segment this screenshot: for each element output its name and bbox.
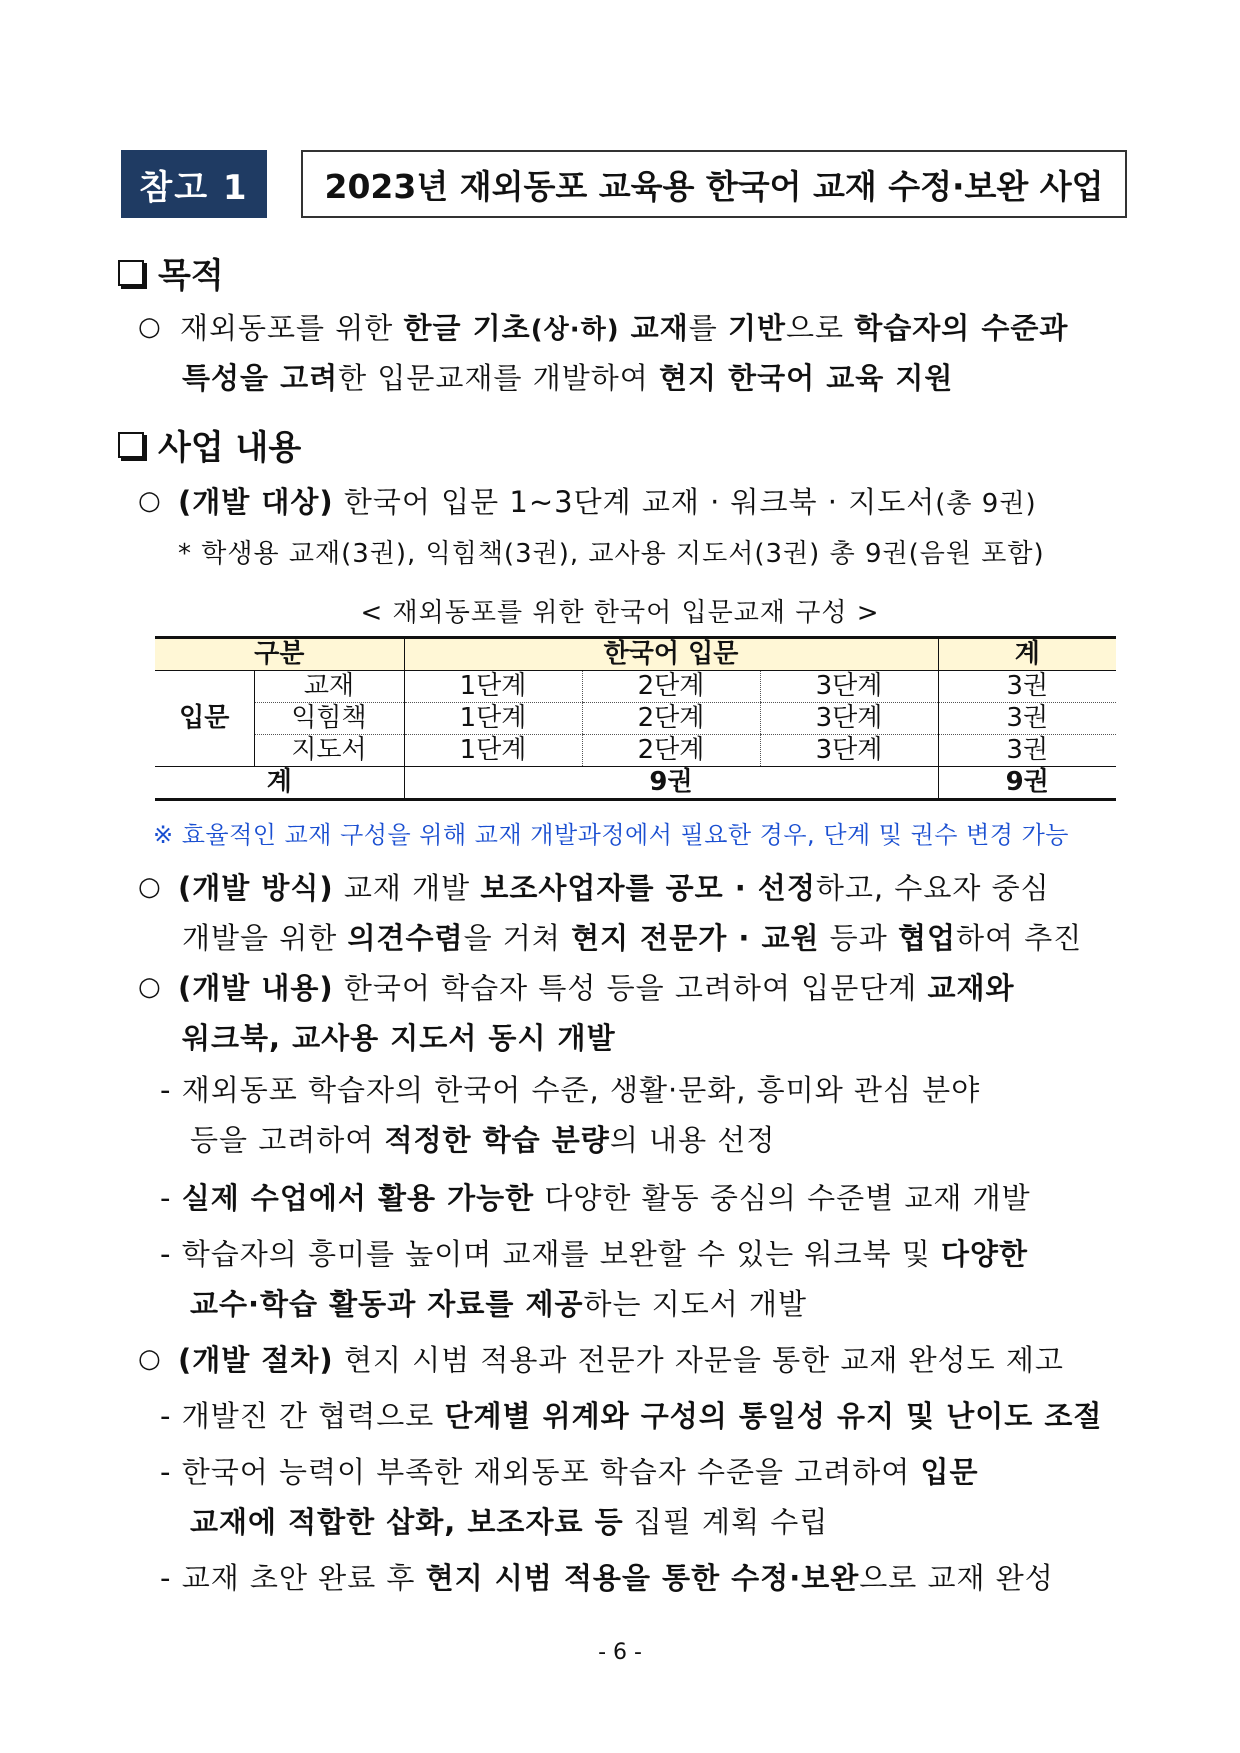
row-name: 익힘책 (254, 703, 404, 735)
dash-bullet-icon: - (160, 1237, 172, 1271)
row-name: 지도서 (254, 735, 404, 767)
circle-bullet-icon: ○ (138, 486, 161, 516)
row-name: 교재 (254, 671, 404, 703)
total-main: 9권 (404, 767, 938, 800)
checkbox-square-icon (118, 432, 144, 458)
cell-total: 3권 (938, 703, 1116, 735)
cell-total: 3권 (938, 671, 1116, 703)
cell-stage-2: 2단계 (582, 703, 760, 735)
section-title: 목적 (158, 256, 224, 296)
dash-bullet-icon: - (160, 1181, 172, 1215)
procedure-detail-1: - 개발진 간 협력으로 단계별 위계와 구성의 통일성 유지 및 난이도 조절 (160, 1399, 1103, 1433)
circle-bullet-icon: ○ (138, 312, 161, 342)
header-total: 계 (938, 638, 1116, 671)
circle-bullet-icon: ○ (138, 972, 161, 1002)
cell-stage-3: 3단계 (760, 735, 938, 767)
contents-detail-3b: 교수·학습 활동과 자료를 제공하는 지도서 개발 (190, 1287, 808, 1321)
contents-detail-1a: - 재외동포 학습자의 한국어 수준, 생활·문화, 흥미와 관심 분야 (160, 1073, 981, 1107)
page-number: - 6 - (598, 1640, 642, 1665)
composition-table (155, 636, 1116, 801)
cell-stage-3: 3단계 (760, 703, 938, 735)
method-line-1: (개발 방식) 교재 개발 보조사업자를 공모 · 선정하고, 수요자 중심 (178, 871, 1050, 905)
cell-stage-1: 1단계 (404, 735, 582, 767)
circle-bullet-icon: ○ (138, 1344, 161, 1374)
table-note: ※ 효율적인 교재 구성을 위해 교재 개발과정에서 필요한 경우, 단계 및 권수 변경 가능 (153, 821, 1069, 849)
purpose-line-1: 재외동포를 위한 한글 기초(상·하) 교재를 기반으로 학습자의 수준과 (180, 311, 1069, 345)
total-label: 계 (155, 767, 404, 800)
cell-stage-1: 1단계 (404, 703, 582, 735)
dash-bullet-icon: - (160, 1399, 172, 1433)
group-label: 입문 (179, 703, 230, 733)
contents-detail-2: - 실제 수업에서 활용 가능한 다양한 활동 중심의 수준별 교재 개발 (160, 1181, 1031, 1215)
dash-bullet-icon: - (160, 1073, 172, 1107)
contents-line-2: 워크북, 교사용 지도서 동시 개발 (182, 1021, 616, 1055)
method-line-2: 개발을 위한 의견수렴을 거쳐 현지 전문가 · 교원 등과 협업하여 추진 (182, 921, 1083, 955)
purpose-line-2: 특성을 고려한 입문교재를 개발하여 현지 한국어 교육 지원 (182, 361, 954, 395)
target-note: * 학생용 교재(3권), 익힘책(3권), 교사용 지도서(3권) 총 9권(음원 포함) (178, 539, 1045, 569)
table-row (155, 735, 1116, 767)
contents-line-1: (개발 내용) 한국어 학습자 특성 등을 고려하여 입문단계 교재와 (178, 971, 1015, 1005)
dash-bullet-icon: - (160, 1455, 172, 1489)
circle-bullet-icon: ○ (138, 872, 161, 902)
procedure-detail-2b: 교재에 적합한 삽화, 보조자료 등 집필 계획 수립 (190, 1505, 829, 1539)
checkbox-square-icon (118, 260, 144, 286)
dash-bullet-icon: - (160, 1561, 172, 1595)
section-title: 사업 내용 (158, 428, 302, 468)
cell-stage-3: 3단계 (760, 671, 938, 703)
contents-detail-1b: 등을 고려하여 적정한 학습 분량의 내용 선정 (190, 1123, 776, 1157)
section-heading-content (118, 420, 301, 469)
cell-stage-2: 2단계 (582, 671, 760, 703)
reference-tag: 참고 1 (121, 150, 267, 218)
table-header-row (155, 638, 1116, 671)
header-category: 구분 (155, 638, 404, 671)
document-title: 2023년 재외동포 교육용 한국어 교재 수정·보완 사업 (301, 150, 1127, 218)
section-heading-purpose (118, 248, 224, 297)
procedure-detail-3: - 교재 초안 완료 후 현지 시범 적용을 통한 수정·보완으로 교재 완성 (160, 1561, 1054, 1595)
header-main: 한국어 입문 (404, 638, 938, 671)
contents-detail-3a: - 학습자의 흥미를 높이며 교재를 보완할 수 있는 워크북 및 다양한 (160, 1237, 1029, 1271)
procedure-line-1: (개발 절차) 현지 시범 적용과 전문가 자문을 통한 교재 완성도 제고 (178, 1343, 1064, 1377)
cell-stage-2: 2단계 (582, 735, 760, 767)
total-total: 9권 (938, 767, 1116, 800)
table-row (155, 671, 1116, 703)
target-line: (개발 대상) 한국어 입문 1~3단계 교재 · 워크북 · 지도서(총 9권) (178, 485, 1037, 519)
procedure-detail-2a: - 한국어 능력이 부족한 재외동포 학습자 수준을 고려하여 입문 (160, 1455, 979, 1489)
table-row (155, 703, 1116, 735)
table-total-row (155, 767, 1116, 800)
table-caption: < 재외동포를 위한 한국어 입문교재 구성 > (360, 598, 880, 628)
cell-total: 3권 (938, 735, 1116, 767)
cell-stage-1: 1단계 (404, 671, 582, 703)
